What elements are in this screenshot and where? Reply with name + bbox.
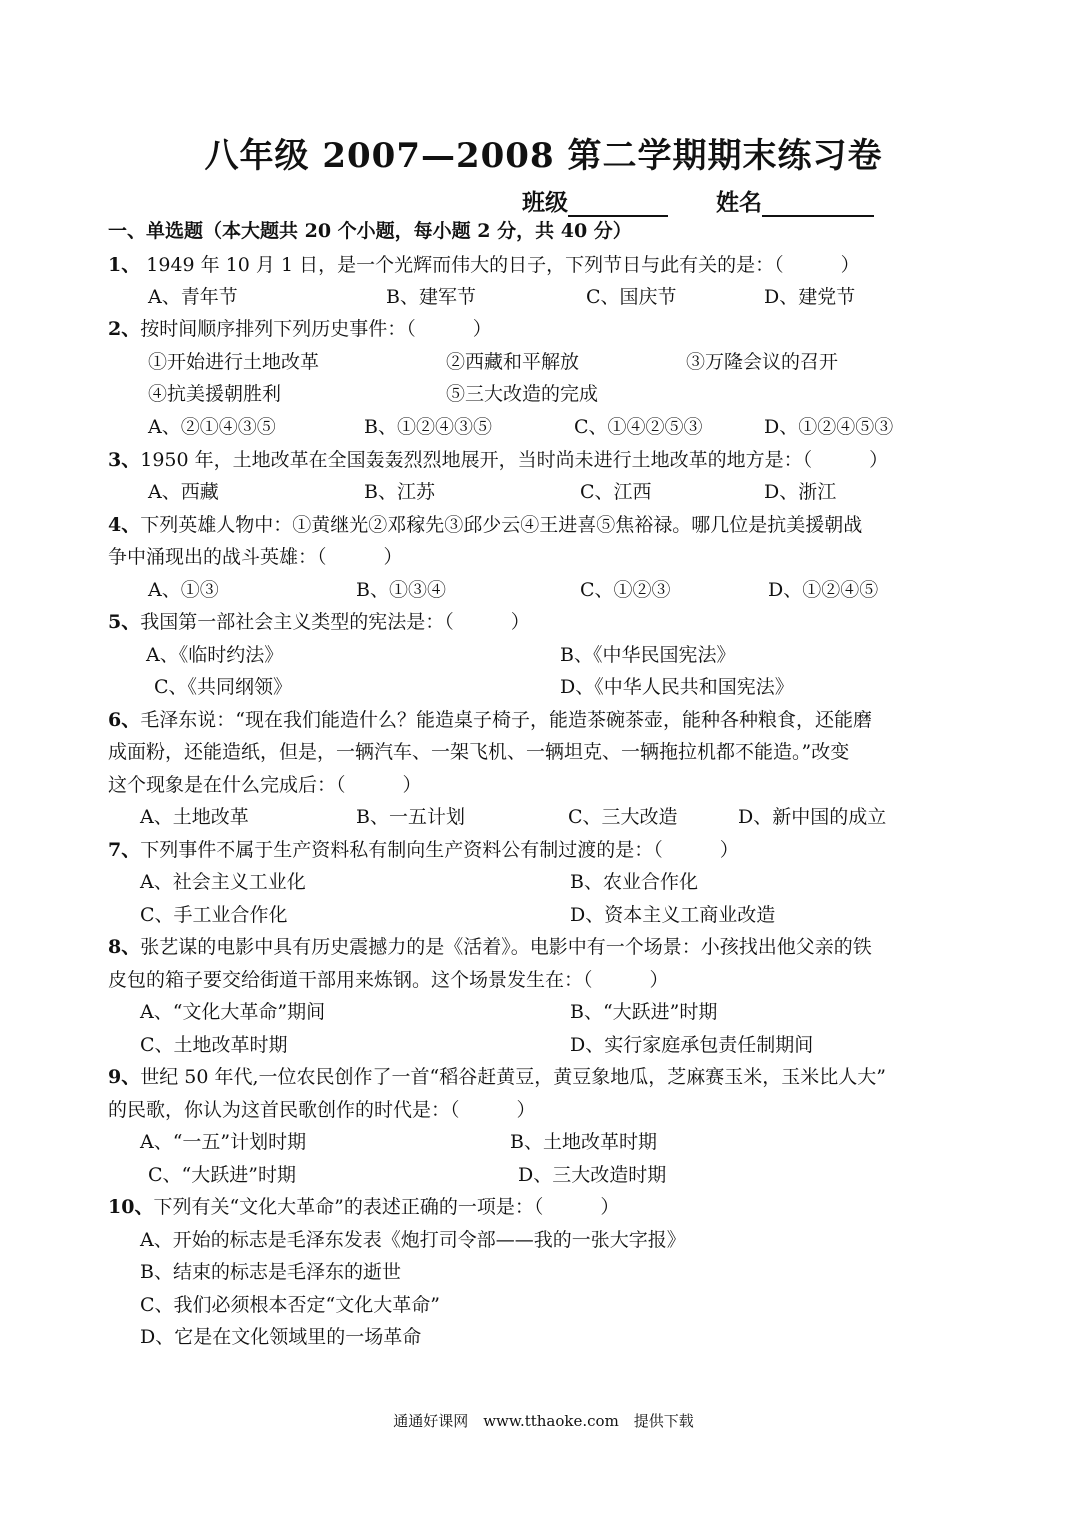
option: A、“一五”计划时期 — [140, 1131, 307, 1153]
option: C、手工业合作化 — [140, 904, 288, 926]
question-number: 3、 — [108, 449, 141, 471]
question-text: 毛泽东说：“现在我们能造什么？能造桌子椅子，能造茶碗茶壶，能种各种粮食，还能磨 — [140, 709, 872, 731]
option: B、建军节 — [386, 286, 476, 308]
option: D、①②④⑤③ — [764, 416, 894, 438]
option: D、①②④⑤ — [768, 579, 879, 601]
option: C、国庆节 — [586, 286, 677, 308]
question-text: 世纪 50 年代,一位农民创作了一首“稻谷赶黄豆，黄豆象地瓜，芝麻赛玉米，玉米比人大” — [140, 1066, 886, 1088]
question-number: 9、 — [108, 1066, 141, 1088]
option: B、①③④ — [356, 579, 446, 601]
option: A、青年节 — [148, 286, 238, 308]
option: B、“大跃进”时期 — [570, 1001, 718, 1023]
question-number: 10、 — [108, 1196, 154, 1218]
question-3 — [108, 451, 888, 470]
question-text-cont: 这个现象是在什么完成后：（ ） — [108, 774, 422, 796]
event: ①开始进行土地改革 — [148, 351, 320, 373]
question-2 — [108, 320, 492, 339]
event: ③万隆会议的召开 — [686, 351, 839, 373]
name-label: 姓名 — [716, 189, 763, 216]
option: D、三大改造时期 — [518, 1164, 667, 1186]
option: B、结束的标志是毛泽东的逝世 — [140, 1261, 401, 1283]
option: C、①②③ — [580, 579, 671, 601]
option: A、《临时约法》 — [146, 644, 284, 666]
option: B、农业合作化 — [570, 871, 698, 893]
option: D、实行家庭承包责任制期间 — [570, 1034, 814, 1056]
class-label: 班级 — [522, 189, 568, 216]
option: B、土地改革时期 — [510, 1131, 657, 1153]
question-text: 下列事件不属于生产资料私有制向生产资料公有制过渡的是：（ ） — [140, 839, 739, 861]
question-text-cont: 的民歌，你认为这首民歌创作的时代是：（ ） — [108, 1099, 536, 1121]
question-text-cont: 皮包的箱子要交给街道干部用来炼钢。这个场景发生在：（ ） — [108, 969, 669, 991]
question-text: 1949 年 10 月 1 日，是一个光辉而伟大的日子，下列节日与此有关的是：（ ） — [140, 254, 860, 276]
option: B、《中华民国宪法》 — [560, 644, 736, 666]
option: B、江苏 — [364, 481, 435, 503]
question-number: 8、 — [108, 936, 141, 958]
question-text-cont: 成面粉，还能造纸，但是，一辆汽车、一架飞机、一辆坦克、一辆拖拉机都不能造。”改变 — [108, 741, 850, 763]
page-title: 八年级 2007—2008 第二学期期末练习卷 — [204, 136, 883, 176]
question-text: 我国第一部社会主义类型的宪法是：（ ） — [140, 611, 530, 633]
option: B、一五计划 — [356, 806, 465, 828]
option: B、①②④③⑤ — [364, 416, 492, 438]
name-blank[interactable] — [762, 193, 874, 217]
question-number: 6、 — [108, 709, 141, 731]
option: C、我们必须根本否定“文化大革命” — [140, 1294, 440, 1316]
question-10 — [108, 1198, 619, 1217]
question-text-cont: 争中涌现出的战斗英雄：（ ） — [108, 546, 403, 568]
question-6 — [108, 711, 872, 730]
question-number: 1、 — [108, 254, 141, 276]
question-4 — [108, 516, 862, 535]
class-name-line — [522, 184, 874, 217]
option: A、开始的标志是毛泽东发表《炮打司令部——我的一张大字报》 — [140, 1229, 686, 1251]
question-5 — [108, 613, 530, 632]
option: D、《中华人民共和国宪法》 — [560, 676, 794, 698]
option: D、它是在文化领域里的一场革命 — [140, 1326, 422, 1348]
question-number: 4、 — [108, 514, 141, 536]
question-number: 5、 — [108, 611, 141, 633]
section-heading: 一、单选题（本大题共 20 个小题，每小题 2 分，共 40 分） — [108, 220, 632, 242]
question-text: 1950 年，土地改革在全国轰轰烈烈地展开，当时尚未进行土地改革的地方是：（ ） — [140, 449, 889, 471]
footer-credit: 通通好课网 www.tthaoke.com 提供下载 — [393, 1412, 694, 1430]
option: A、西藏 — [148, 481, 219, 503]
option: C、土地改革时期 — [140, 1034, 288, 1056]
option: D、建党节 — [764, 286, 856, 308]
option: C、①④②⑤③ — [574, 416, 703, 438]
option: C、“大跃进”时期 — [148, 1164, 296, 1186]
question-text: 张艺谋的电影中具有历史震撼力的是《活着》。电影中有一个场景：小孩找出他父亲的铁 — [140, 936, 872, 958]
option: D、资本主义工商业改造 — [570, 904, 776, 926]
question-1 — [108, 256, 860, 275]
event: ②西藏和平解放 — [446, 351, 580, 373]
question-number: 2、 — [108, 318, 141, 340]
question-text: 下列英雄人物中：①黄继光②邓稼先③邱少云④王进喜⑤焦裕禄。哪几位是抗美援朝战 — [140, 514, 863, 536]
question-text: 下列有关“文化大革命”的表述正确的一项是：（ ） — [153, 1196, 620, 1218]
option: A、①③ — [148, 579, 219, 601]
question-9 — [108, 1068, 886, 1087]
option: D、浙江 — [764, 481, 837, 503]
option: A、“文化大革命”期间 — [140, 1001, 326, 1023]
question-7 — [108, 841, 739, 860]
question-8 — [108, 938, 872, 957]
option: C、《共同纲领》 — [154, 676, 293, 698]
event: ④抗美援朝胜利 — [148, 383, 282, 405]
option: A、土地改革 — [140, 806, 249, 828]
option: A、②①④③⑤ — [148, 416, 276, 438]
option: A、社会主义工业化 — [140, 871, 306, 893]
event: ⑤三大改造的完成 — [446, 383, 599, 405]
question-text: 按时间顺序排列下列历史事件：（ ） — [140, 318, 492, 340]
option: D、新中国的成立 — [738, 806, 887, 828]
question-number: 7、 — [108, 839, 141, 861]
option: C、三大改造 — [568, 806, 678, 828]
option: C、江西 — [580, 481, 652, 503]
class-blank[interactable] — [568, 193, 668, 217]
